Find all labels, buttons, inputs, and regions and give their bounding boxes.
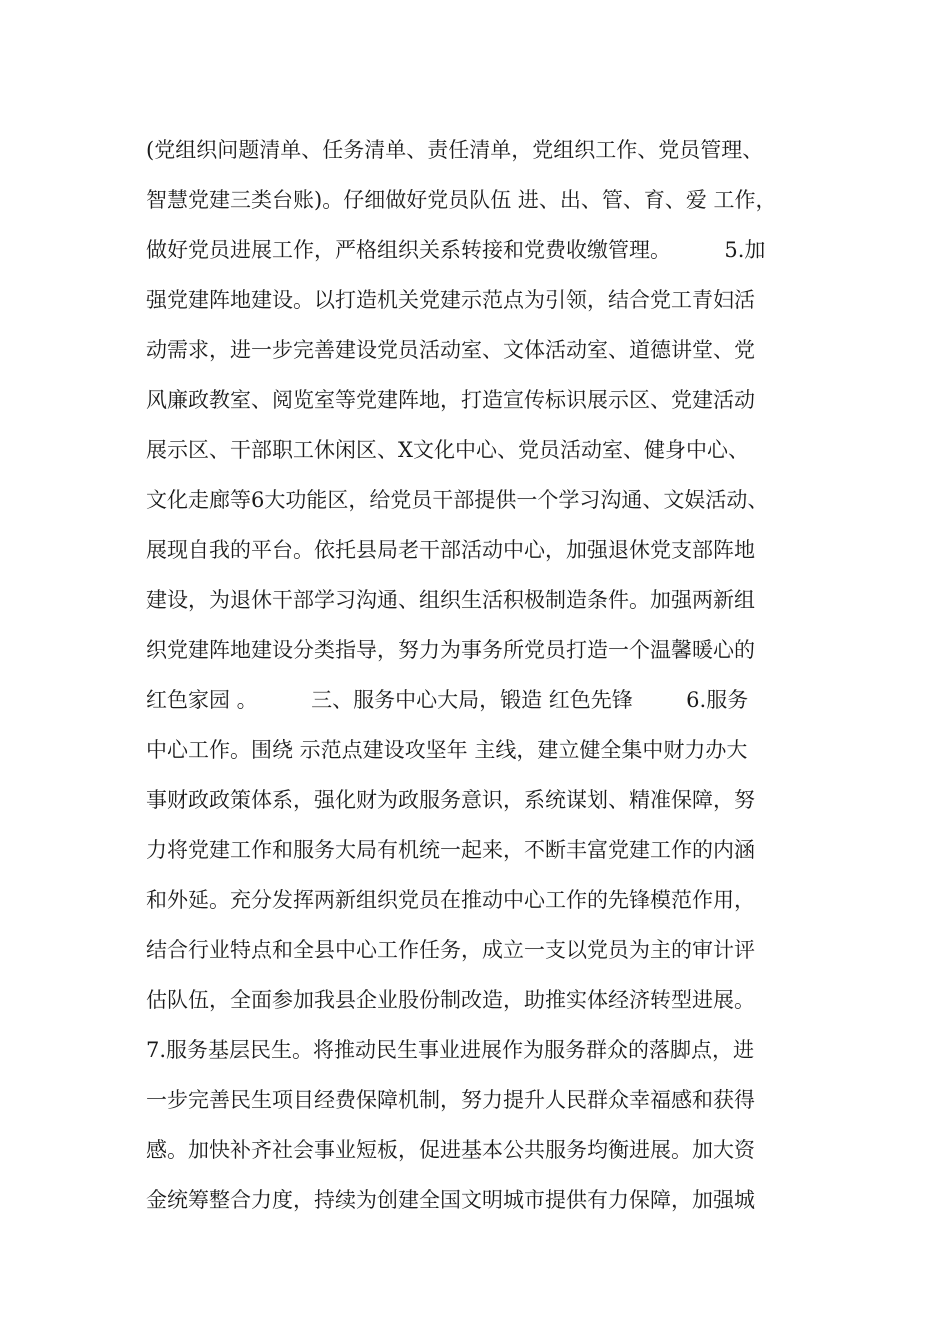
text-line: 结合行业特点和全县中心工作任务，成立一支以党员为主的审计评 [146,938,755,962]
text-line: (党组织问题清单、任务清单、责任清单，党组织工作、党员管理、 [146,138,764,162]
text-line: 强党建阵地建设。以打造机关党建示范点为引领，结合党工青妇活 [146,288,755,312]
text-line: 中心工作。围绕 示范点建设攻坚年 主线，建立健全集中财力办大 [146,738,748,762]
text-line: 动需求，进一步完善建设党员活动室、文体活动室、道德讲堂、党 [146,338,755,362]
text-line: 和外延。充分发挥两新组织党员在推动中心工作的先锋模范作用， [146,888,755,912]
text-line: 7.服务基层民生。将推动民生事业进展作为服务群众的落脚点，进 [146,1038,755,1062]
text-line: 一步完善民生项目经费保障机制，努力提升人民群众幸福感和获得 [146,1088,755,1112]
text-line: 事财政政策体系，强化财为政服务意识，系统谋划、精准保障，努 [146,788,755,812]
text-line: 感。加快补齐社会事业短板，促进基本公共服务均衡进展。加大资 [146,1138,755,1162]
text-line: 展现自我的平台。依托县局老干部活动中心，加强退休党支部阵地 [146,538,755,562]
text-line: 展示区、干部职工休闲区、X文化中心、党员活动室、健身中心、 [146,438,749,462]
text-line: 智慧党建三类台账)。仔细做好党员队伍 进、出、管、育、爱 工作， [146,188,777,212]
text-line: 风廉政教室、阅览室等党建阵地，打造宣传标识展示区、党建活动 [146,388,755,412]
text-line: 建设，为退休干部学习沟通、组织生活积极制造条件。加强两新组 [146,588,755,612]
text-line: 估队伍，全面参加我县企业股份制改造，助推实体经济转型进展。 [146,988,755,1012]
text-line: 做好党员进展工作，严格组织关系转接和党费收缴管理。 5.加 [146,238,766,262]
text-line: 文化走廊等6大功能区，给党员干部提供一个学习沟通、文娱活动、 [146,488,769,512]
text-line: 织党建阵地建设分类指导，努力为事务所党员打造一个温馨暖心的 [146,638,755,662]
text-line: 金统筹整合力度，持续为创建全国文明城市提供有力保障，加强城 [146,1188,755,1212]
body-text [146,125,846,1225]
text-line: 力将党建工作和服务大局有机统一起来，不断丰富党建工作的内涵 [146,838,755,862]
text-line: 红色家园 。 三、服务中心大局，锻造 红色先锋 6.服务 [146,688,749,712]
